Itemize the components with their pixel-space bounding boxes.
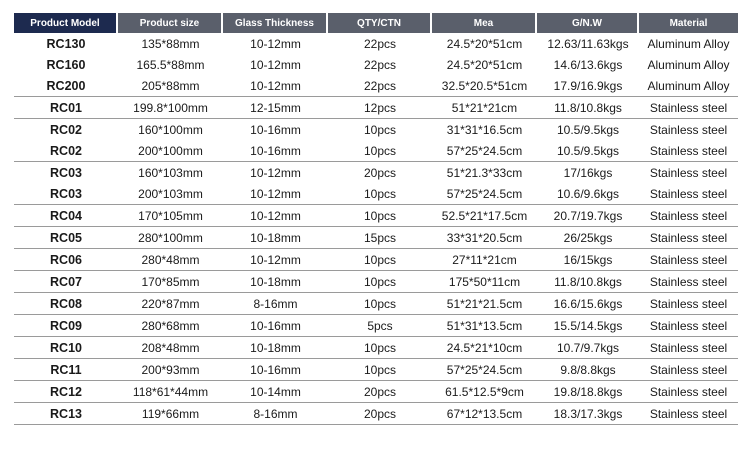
cell-product-size: 205*88mm xyxy=(141,78,200,93)
cell-mea: 51*21*21.5cm xyxy=(446,296,523,311)
row-group xyxy=(14,403,738,425)
cell-gnw: 19.8/18.8kgs xyxy=(553,384,623,399)
cell-qty-ctn: 20pcs xyxy=(363,406,397,421)
cell-product-model: RC11 xyxy=(50,362,82,377)
cell-mea: 32.5*20.5*51cm xyxy=(441,78,528,93)
cell-product-model: RC13 xyxy=(50,406,82,421)
row-group xyxy=(14,271,738,293)
cell-glass-thickness: 8-16mm xyxy=(253,406,298,421)
cell-qty-ctn: 10pcs xyxy=(363,208,397,223)
cell-material: Stainless steel xyxy=(649,186,728,201)
table-row xyxy=(14,293,738,314)
cell-material: Stainless steel xyxy=(649,274,728,289)
cell-material: Stainless steel xyxy=(649,143,728,158)
cell-glass-thickness: 10-12mm xyxy=(250,252,301,267)
cell-glass-thickness: 10-16mm xyxy=(250,122,301,137)
row-group xyxy=(14,359,738,381)
cell-product-model: RC07 xyxy=(50,274,82,289)
cell-qty-ctn: 20pcs xyxy=(363,384,397,399)
cell-qty-ctn: 10pcs xyxy=(363,296,397,311)
cell-material: Aluminum Alloy xyxy=(647,36,730,51)
cell-material: Stainless steel xyxy=(649,340,728,355)
row-group xyxy=(14,337,738,359)
row-group xyxy=(14,205,738,227)
cell-glass-thickness: 10-18mm xyxy=(250,340,301,355)
cell-material: Stainless steel xyxy=(649,318,728,333)
cell-material: Aluminum Alloy xyxy=(647,78,730,93)
table-row xyxy=(14,119,738,140)
cell-qty-ctn: 20pcs xyxy=(363,165,397,180)
cell-glass-thickness: 10-12mm xyxy=(250,78,301,93)
row-group xyxy=(14,227,738,249)
cell-product-size: 119*66mm xyxy=(141,406,200,421)
cell-mea: 24.5*20*51cm xyxy=(446,36,523,51)
cell-material: Stainless steel xyxy=(649,230,728,245)
cell-product-size: 280*48mm xyxy=(141,252,200,267)
cell-glass-thickness: 10-16mm xyxy=(250,143,301,158)
cell-gnw: 26/25kgs xyxy=(563,230,613,245)
cell-mea: 33*31*20.5cm xyxy=(446,230,523,245)
cell-gnw: 15.5/14.5kgs xyxy=(553,318,623,333)
cell-product-size: 135*88mm xyxy=(141,36,200,51)
cell-product-model: RC160 xyxy=(46,57,86,72)
cell-mea: 51*21*21cm xyxy=(451,100,518,115)
cell-product-size: 280*100mm xyxy=(138,230,203,245)
cell-product-size: 170*85mm xyxy=(141,274,200,289)
cell-product-size: 199.8*100mm xyxy=(133,100,208,115)
table-row xyxy=(14,54,738,75)
table-row xyxy=(14,33,738,54)
cell-product-size: 208*48mm xyxy=(141,340,200,355)
row-group xyxy=(14,315,738,337)
cell-material: Stainless steel xyxy=(649,252,728,267)
table-row xyxy=(14,403,738,424)
cell-mea: 57*25*24.5cm xyxy=(446,143,523,158)
row-group xyxy=(14,293,738,315)
cell-qty-ctn: 12pcs xyxy=(363,100,397,115)
cell-qty-ctn: 22pcs xyxy=(363,36,397,51)
cell-mea: 31*31*16.5cm xyxy=(446,122,523,137)
table-row xyxy=(14,271,738,292)
cell-qty-ctn: 10pcs xyxy=(363,186,397,201)
cell-product-size: 280*68mm xyxy=(141,318,200,333)
cell-qty-ctn: 10pcs xyxy=(363,122,397,137)
table-row xyxy=(14,75,738,96)
cell-glass-thickness: 10-18mm xyxy=(250,274,301,289)
cell-product-model: RC06 xyxy=(50,252,82,267)
cell-gnw: 11.8/10.8kgs xyxy=(554,100,622,115)
cell-gnw: 10.6/9.6kgs xyxy=(556,186,620,201)
table-row xyxy=(14,227,738,248)
row-group xyxy=(14,249,738,271)
cell-glass-thickness: 10-16mm xyxy=(250,362,301,377)
cell-material: Stainless steel xyxy=(649,384,728,399)
cell-material: Stainless steel xyxy=(649,208,728,223)
cell-gnw: 14.6/13.6kgs xyxy=(553,57,623,72)
cell-mea: 51*21.3*33cm xyxy=(446,165,523,180)
cell-gnw: 16.6/15.6kgs xyxy=(553,296,623,311)
cell-glass-thickness: 10-12mm xyxy=(250,57,301,72)
cell-mea: 27*11*21cm xyxy=(452,252,517,267)
cell-glass-thickness: 10-12mm xyxy=(250,36,301,51)
table-header xyxy=(14,13,738,33)
row-group xyxy=(14,97,738,119)
cell-glass-thickness: 10-18mm xyxy=(250,230,301,245)
cell-glass-thickness: 10-14mm xyxy=(250,384,301,399)
cell-gnw: 11.8/10.8kgs xyxy=(554,274,622,289)
cell-product-model: RC05 xyxy=(50,230,82,245)
cell-product-model: RC02 xyxy=(50,143,82,158)
cell-qty-ctn: 10pcs xyxy=(363,362,397,377)
cell-qty-ctn: 10pcs xyxy=(363,274,397,289)
table-row xyxy=(14,162,738,183)
header-product-model: Product Model xyxy=(14,13,118,33)
cell-glass-thickness: 10-12mm xyxy=(250,165,301,180)
cell-product-size: 118*61*44mm xyxy=(132,384,209,399)
cell-gnw: 9.8/8.8kgs xyxy=(560,362,616,377)
cell-mea: 24.5*21*10cm xyxy=(446,340,523,355)
cell-glass-thickness: 10-12mm xyxy=(250,208,301,223)
header-product-size: Product size xyxy=(118,13,223,33)
cell-gnw: 17.9/16.9kgs xyxy=(553,78,623,93)
table-row xyxy=(14,249,738,270)
cell-product-model: RC08 xyxy=(50,296,82,311)
cell-mea: 175*50*11cm xyxy=(448,274,521,289)
cell-mea: 67*12*13.5cm xyxy=(446,406,523,421)
cell-glass-thickness: 12-15mm xyxy=(250,100,301,115)
cell-product-size: 165.5*88mm xyxy=(136,57,205,72)
cell-material: Stainless steel xyxy=(649,406,728,421)
row-group xyxy=(14,119,738,162)
cell-mea: 51*31*13.5cm xyxy=(446,318,523,333)
table-body xyxy=(14,33,738,425)
cell-product-model: RC09 xyxy=(50,318,82,333)
cell-gnw: 12.63/11.63kgs xyxy=(547,36,629,51)
cell-qty-ctn: 15pcs xyxy=(363,230,397,245)
cell-material: Stainless steel xyxy=(649,122,728,137)
cell-product-size: 160*103mm xyxy=(138,165,203,180)
cell-material: Stainless steel xyxy=(649,362,728,377)
cell-qty-ctn: 22pcs xyxy=(363,78,397,93)
table-row xyxy=(14,205,738,226)
cell-product-model: RC200 xyxy=(46,78,86,93)
cell-product-model: RC12 xyxy=(50,384,82,399)
table-row xyxy=(14,183,738,204)
header-glass-thickness: Glass Thickness xyxy=(223,13,328,33)
row-group xyxy=(14,381,738,403)
cell-product-size: 200*93mm xyxy=(141,362,200,377)
cell-glass-thickness: 10-16mm xyxy=(250,318,301,333)
cell-material: Stainless steel xyxy=(649,165,728,180)
cell-glass-thickness: 10-12mm xyxy=(250,186,301,201)
row-group xyxy=(14,33,738,97)
cell-product-size: 170*105mm xyxy=(138,208,203,223)
cell-gnw: 10.5/9.5kgs xyxy=(556,143,620,158)
cell-gnw: 10.7/9.7kgs xyxy=(556,340,620,355)
header-qty-ctn: QTY/CTN xyxy=(328,13,432,33)
cell-mea: 57*25*24.5cm xyxy=(446,362,523,377)
table-row xyxy=(14,381,738,402)
cell-mea: 52.5*21*17.5cm xyxy=(441,208,528,223)
cell-gnw: 20.7/19.7kgs xyxy=(553,208,623,223)
cell-gnw: 16/15kgs xyxy=(563,252,613,267)
cell-gnw: 17/16kgs xyxy=(563,165,613,180)
table-row xyxy=(14,140,738,161)
cell-qty-ctn: 10pcs xyxy=(363,143,397,158)
cell-product-model: RC03 xyxy=(50,165,82,180)
cell-qty-ctn: 10pcs xyxy=(363,252,397,267)
cell-product-size: 200*100mm xyxy=(138,143,203,158)
table-row xyxy=(14,337,738,358)
cell-gnw: 10.5/9.5kgs xyxy=(556,122,620,137)
table-row xyxy=(14,315,738,336)
cell-product-size: 160*100mm xyxy=(138,122,203,137)
cell-glass-thickness: 8-16mm xyxy=(253,296,298,311)
row-group xyxy=(14,162,738,205)
table-row xyxy=(14,359,738,380)
table-row xyxy=(14,97,738,118)
cell-mea: 57*25*24.5cm xyxy=(446,186,523,201)
cell-product-model: RC01 xyxy=(50,100,82,115)
cell-product-model: RC03 xyxy=(50,186,82,201)
cell-product-model: RC04 xyxy=(50,208,82,223)
cell-qty-ctn: 22pcs xyxy=(363,57,397,72)
cell-material: Stainless steel xyxy=(649,296,728,311)
product-spec-table xyxy=(14,13,738,425)
cell-product-model: RC130 xyxy=(46,36,86,51)
cell-mea: 61.5*12.5*9cm xyxy=(445,384,524,399)
header-mea: Mea xyxy=(432,13,537,33)
cell-product-model: RC10 xyxy=(50,340,82,355)
cell-qty-ctn: 5pcs xyxy=(367,318,393,333)
cell-product-size: 200*103mm xyxy=(138,186,203,201)
cell-product-model: RC02 xyxy=(50,122,82,137)
header-material: Material xyxy=(669,17,708,29)
cell-mea: 24.5*20*51cm xyxy=(446,57,523,72)
cell-gnw: 18.3/17.3kgs xyxy=(553,406,623,421)
cell-qty-ctn: 10pcs xyxy=(363,340,397,355)
cell-material: Aluminum Alloy xyxy=(647,57,730,72)
cell-material: Stainless steel xyxy=(649,100,728,115)
cell-product-size: 220*87mm xyxy=(141,296,200,311)
header-gnw: G/N.W xyxy=(537,13,639,33)
